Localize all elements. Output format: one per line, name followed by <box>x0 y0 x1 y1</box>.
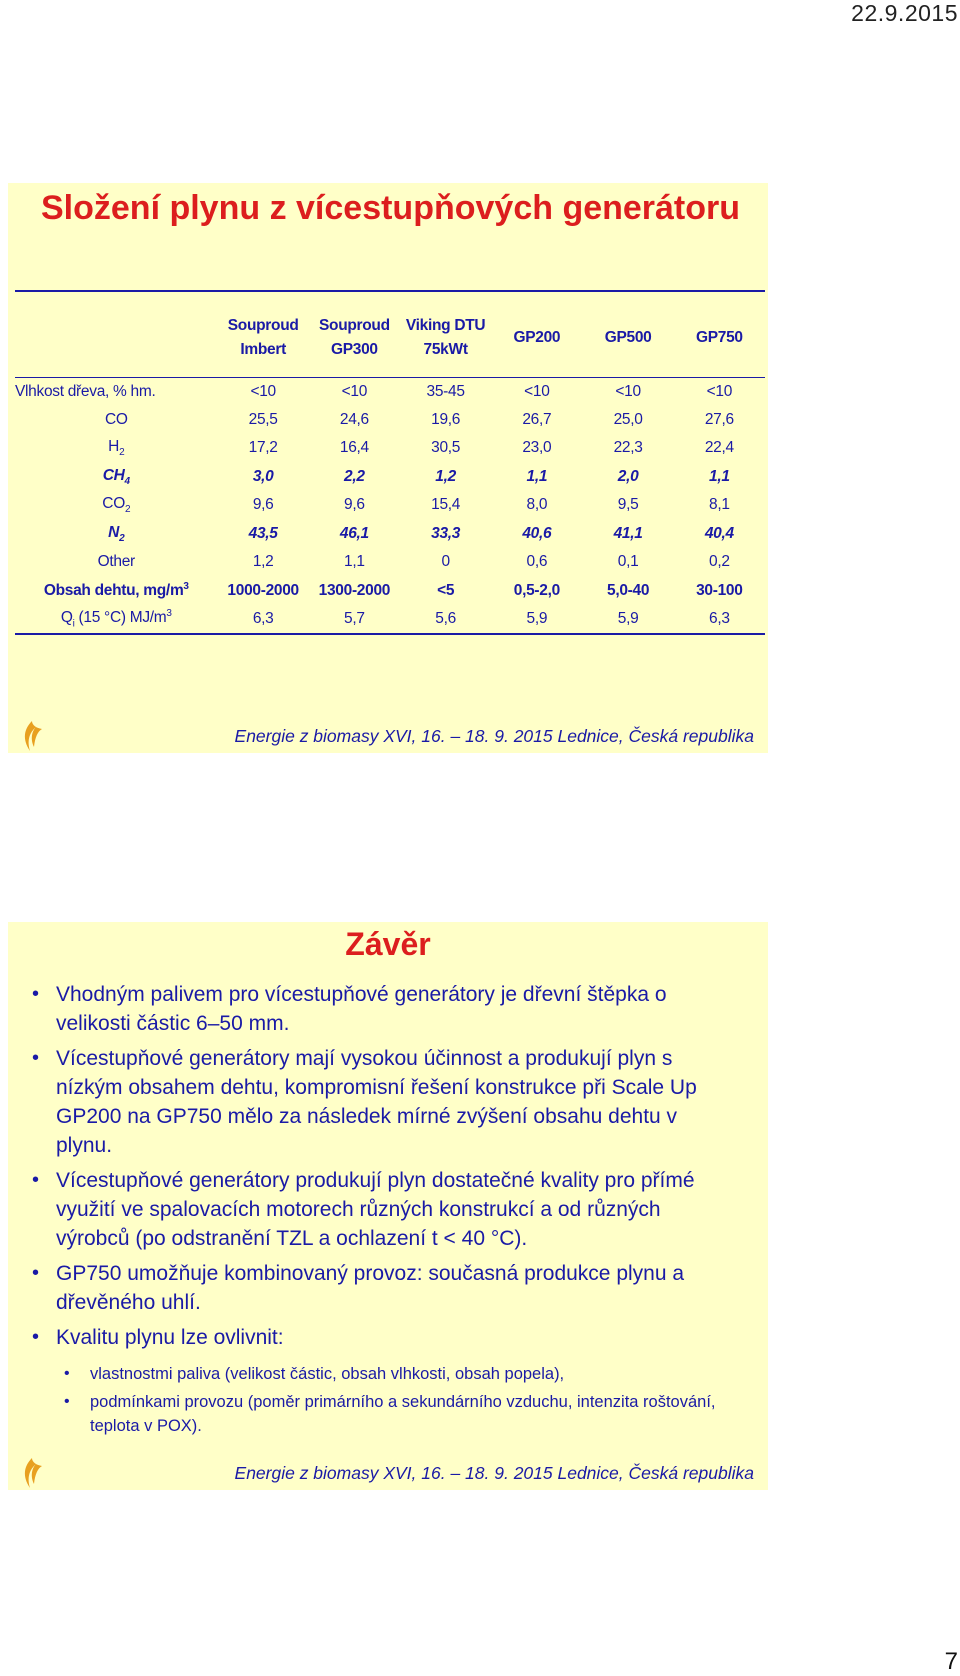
row-label: $H_2$ <box>108 438 125 459</box>
table-cell: 26,7 <box>522 410 552 428</box>
table-cell: 30,5 <box>431 439 461 457</box>
list-item: • Vícestupňové generátory produkují plyn dostatečné kvality pro přímé využití ve spalovacích motorech různých konstrukcí a od různých výrobců (po odstranění TZL a ochlazení t < 40 °C). <box>30 1166 730 1253</box>
row-label: $N_2$ <box>108 523 125 544</box>
table-cell: 1,2 <box>252 553 274 571</box>
column-header: Souproud GP300 <box>309 291 400 377</box>
table-cell: 9,5 <box>617 496 639 514</box>
table-header-cell <box>15 291 218 377</box>
column-header: Souproud Imbert <box>218 291 309 377</box>
table-row <box>15 434 765 463</box>
table-cell: 5,7 <box>309 605 400 634</box>
table-cell: 35-45 <box>426 382 465 400</box>
table-cell: 46,1 <box>339 524 369 542</box>
table-cell: 15,4 <box>431 496 461 514</box>
row-label: Obsah dehtu, $mg/m^3$ <box>43 581 189 600</box>
table-cell: 5,6 <box>400 605 491 634</box>
table-row <box>15 548 765 577</box>
footer-text: Energie z biomasy XVI, 16. – 18. 9. 2015 Lednice, Česká republika <box>234 726 754 746</box>
table-cell: 5,9 <box>491 605 582 634</box>
table-cell: 27,6 <box>704 410 734 428</box>
sub-list-item: • vlastnostmi paliva (velikost částic, obsah vlhkosti, obsah popela), <box>56 1362 730 1386</box>
table-cell: 25,5 <box>248 410 278 428</box>
table-cell: 9,6 <box>344 496 365 514</box>
slide-title: Závěr <box>345 926 431 962</box>
table-cell: 22,4 <box>704 439 734 457</box>
table-row <box>15 491 765 520</box>
table-cell: 40,6 <box>522 524 552 542</box>
table-cell: 41,1 <box>613 524 643 542</box>
list-item: • Vhodným palivem pro vícestupňové generátory je dřevní štěpka o velikosti částic 6–50 mm. <box>30 980 730 1038</box>
table-cell: 1000-2000 <box>227 581 299 599</box>
table-cell: 0,2 <box>709 553 730 571</box>
table-cell: <10 <box>341 382 368 400</box>
row-label: Vlhkost dřeva, % hm. <box>15 382 156 400</box>
gas-composition-table <box>15 290 765 635</box>
table-cell: 22,3 <box>613 439 643 457</box>
table-cell: 33,3 <box>431 524 461 542</box>
table-cell: 2,2 <box>344 467 365 485</box>
table-cell: 6,3 <box>218 605 309 634</box>
conclusion-list <box>30 980 730 1444</box>
flame-logo-icon <box>18 719 44 758</box>
page-date: 22.9.2015 <box>851 0 958 26</box>
slide-title: Složení plynu z vícestupňových generátoru <box>41 189 741 227</box>
row-label: $CH_4$ <box>102 466 130 487</box>
slide-conclusion <box>8 922 768 1490</box>
table-row <box>15 577 765 606</box>
table-cell: 17,2 <box>248 439 278 457</box>
table-cell: 40,4 <box>704 524 734 542</box>
slide-footer <box>8 1456 768 1490</box>
table-cell: 1,2 <box>435 467 456 485</box>
table-cell: <10 <box>706 382 733 400</box>
table-row <box>15 377 765 406</box>
table-cell: 1300-2000 <box>318 581 391 599</box>
table-cell: <5 <box>437 581 455 599</box>
table-row <box>15 463 765 492</box>
table-cell: 43,5 <box>248 524 278 542</box>
row-label: Other <box>97 553 135 571</box>
table-row <box>15 605 765 634</box>
table-cell: 30-100 <box>696 581 743 599</box>
sub-list-item: • podmínkami provozu (poměr primárního a sekundárního vzduchu, intenzita roštování, teplota v POX). <box>56 1390 730 1438</box>
table-cell: 1,1 <box>709 467 730 485</box>
table-cell: 0,6 <box>526 553 548 571</box>
table-cell: 3,0 <box>252 467 274 485</box>
table-cell: 16,4 <box>339 439 369 457</box>
list-item: • GP750 umožňuje kombinovaný provoz: současná produkce plynu a dřevěného uhlí. <box>30 1259 730 1317</box>
row-label: $Q_i$ (15 °C) $MJ/m^3$ <box>15 605 218 634</box>
table-cell: 0,5-2,0 <box>513 581 560 599</box>
table-cell: 6,3 <box>674 605 765 634</box>
page-number: 7 <box>944 1648 958 1675</box>
table-cell: 1,1 <box>344 553 365 571</box>
table-cell: 0 <box>441 553 450 571</box>
table-cell: 8,0 <box>526 496 548 514</box>
list-item: • Vícestupňové generátory mají vysokou účinnost a produkují plyn s nízkým obsahem dehtu, kompromisní řešení konstrukce při Scale Up GP200 na GP750 mělo za následek mírné zvýšení obsahu dehtu v plynu. <box>30 1044 730 1160</box>
table-cell: <10 <box>250 382 276 400</box>
row-label: $CO_2$ <box>102 495 131 516</box>
table-header-row <box>15 291 765 377</box>
column-header: GP750 <box>674 291 765 377</box>
flame-logo-icon <box>18 1456 44 1495</box>
column-header: GP200 <box>491 291 582 377</box>
table-cell: 23,0 <box>522 439 552 457</box>
table-cell: 1,1 <box>526 467 548 485</box>
table-cell: 25,0 <box>613 410 643 428</box>
list-item <box>30 1323 730 1438</box>
table-cell: 2,0 <box>617 467 639 485</box>
table-cell: <10 <box>615 382 641 400</box>
footer-text: Energie z biomasy XVI, 16. – 18. 9. 2015 Lednice, Česká republika <box>234 1463 754 1483</box>
list-item-text: Kvalitu plynu lze ovlivnit: <box>56 1326 284 1349</box>
table-cell: 5,0-40 <box>607 581 650 599</box>
slide-gas-composition <box>8 183 768 753</box>
row-label: CO <box>104 410 128 428</box>
table-row <box>15 406 765 435</box>
sub-list <box>56 1362 730 1438</box>
table-cell: 0,1 <box>617 553 639 571</box>
table-cell: 19,6 <box>431 410 461 428</box>
column-header: GP500 <box>582 291 673 377</box>
column-header: Viking DTU 75kWt <box>400 291 491 377</box>
table-cell: 9,6 <box>252 496 274 514</box>
table-cell: 8,1 <box>709 496 730 514</box>
table-cell: <10 <box>524 382 550 400</box>
table-cell: 24,6 <box>339 410 369 428</box>
table-row <box>15 520 765 549</box>
slide-footer <box>8 719 768 753</box>
table-cell: 5,9 <box>582 605 673 634</box>
